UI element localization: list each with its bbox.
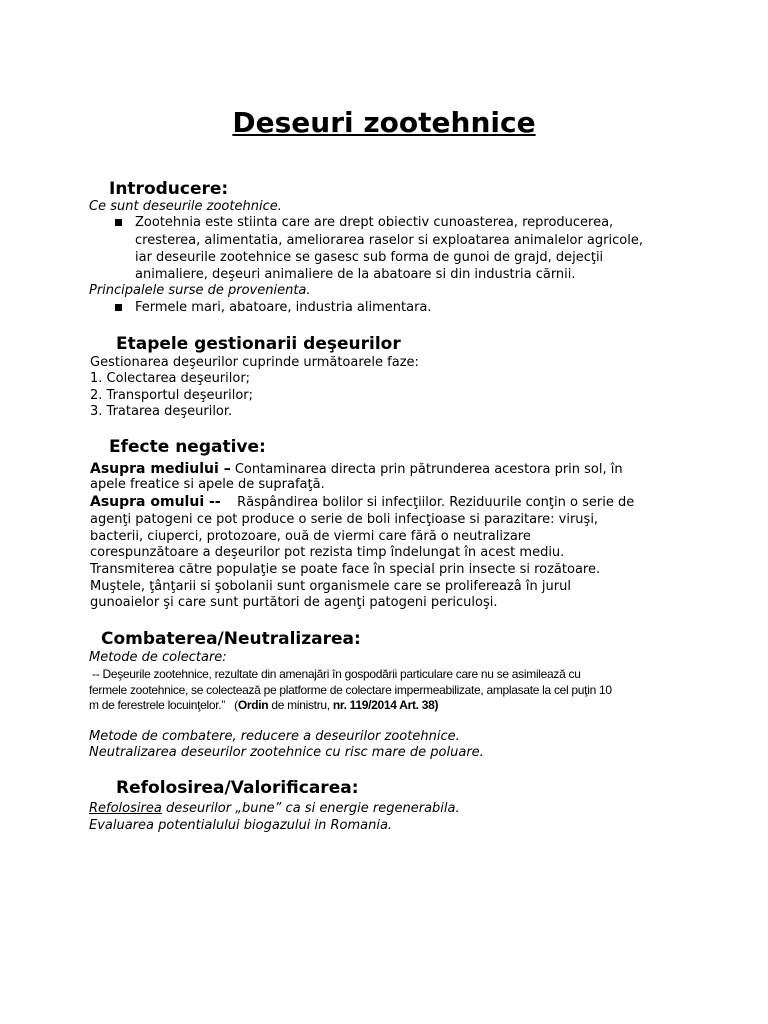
metode-combatere: Metode de combatere, reducere a deseurilor zootehnice. (89, 729, 460, 744)
heading-introducere: Introducere: (109, 179, 229, 199)
ordin-bold: Ordin (237, 698, 269, 712)
intro-bullet1-line4: animaliere, deşeuri animaliere de la abatoare si din industria cărnii. (135, 267, 576, 282)
neutralizare: Neutralizarea deseurilor zootehnice cu risc mare de poluare. (89, 745, 484, 760)
quote-line1: -- Deşeurile zootehnice, rezultate din amenajări în gospodării particulare care nu se asimilează cu (89, 667, 581, 681)
refolosirea-link[interactable]: Refolosirea (89, 801, 162, 816)
refolosire-text: deseurilor „bune” ca si energie regenerabila. (161, 801, 460, 816)
efecte-mediu-line1 (90, 461, 623, 478)
etape-line4: 3. Tratarea deşeurilor. (90, 404, 233, 419)
mediu-label: Asupra mediului – (90, 461, 231, 477)
intro-bullet2: Fermele mari, abatoare, industria alimentara. (135, 300, 432, 315)
efecte-om-line1 (90, 494, 634, 511)
sources-label: Principalele surse de provenienta. (89, 283, 311, 298)
etape-line3: 2. Transportul deşeurilor; (90, 388, 254, 403)
quote-text: m de ferestrele locuinţelor.” ( (89, 698, 238, 712)
metode-colectare: Metode de colectare: (89, 650, 227, 665)
om-text: Răspândirea bolilor si infecţiilor. Reziduurile conţin o serie de (220, 495, 635, 510)
intro-bullet1-line3: iar deseurile zootehnice se gasesc sub forma de gunoi de grajd, dejecţii (135, 250, 604, 265)
bullet-square-icon (115, 304, 122, 311)
heading-etapele: Etapele gestionarii deşeurilor (116, 334, 401, 354)
intro-bullet1-line2: cresterea, alimentatia, ameliorarea raselor si exploatarea animalelor agricole, (135, 233, 643, 248)
intro-bullet1-line1: Zootehnia este stiinta care are drept obiectiv cunoasterea, reproducerea, (135, 215, 614, 230)
etape-line1: Gestionarea deşeurilor cuprinde următoarele faze: (90, 355, 419, 370)
refolosire-line1 (89, 801, 460, 817)
refolosire-line2: Evaluarea potentialului biogazului in Romania. (89, 818, 393, 833)
bullet-square-icon (115, 219, 122, 226)
heading-efecte: Efecte negative: (109, 437, 266, 457)
efecte-om-line6: Muştele, ţânţarii si şobolanii sunt organismele care se prolifereazâ în jurul (90, 579, 571, 594)
efecte-om-line5: Transmiterea către populaţie se poate face în special prin insecte si rozătoare. (90, 562, 601, 577)
heading-combaterea: Combaterea/Neutralizarea: (101, 629, 361, 649)
ordin-number: nr. 119/2014 Art. 38) (332, 698, 439, 712)
efecte-om-line2: agenţi patogeni ce pot produce o serie de boli infecţioase si parazitare: viruşi, (90, 512, 599, 527)
efecte-mediu-line2: apele freatice si apele de suprafaţă. (90, 477, 325, 492)
mediu-text: Contaminarea directa prin pătrunderea acestora prin sol, în (230, 462, 623, 477)
heading-refolosirea: Refolosirea/Valorificarea: (116, 778, 359, 798)
efecte-om-line3: bacterii, ciuperci, protozoare, ouă de viermi care fără o neutralizare (90, 529, 531, 544)
quote-line2: fermele zootehnice, se colectează pe platforme de colectare impermeabilizate, amplasate la cel puţin 10 (89, 683, 612, 697)
quote-line3 (89, 697, 438, 714)
efecte-om-line7: gunoaielor şi care sunt purtători de agenţi patogeni periculoşi. (90, 595, 498, 610)
om-label: Asupra omului -- (90, 494, 221, 510)
ordin-mid: de ministru, (268, 698, 333, 712)
efecte-om-line4: corespunzătoare a deşeurilor pot rezista timp îndelungat în acest mediu. (90, 545, 565, 560)
intro-question: Ce sunt deseurile zootehnice. (89, 199, 282, 214)
etape-line2: 1. Colectarea deşeurilor; (90, 371, 251, 386)
document-title: Deseuri zootehnice (232, 106, 536, 139)
